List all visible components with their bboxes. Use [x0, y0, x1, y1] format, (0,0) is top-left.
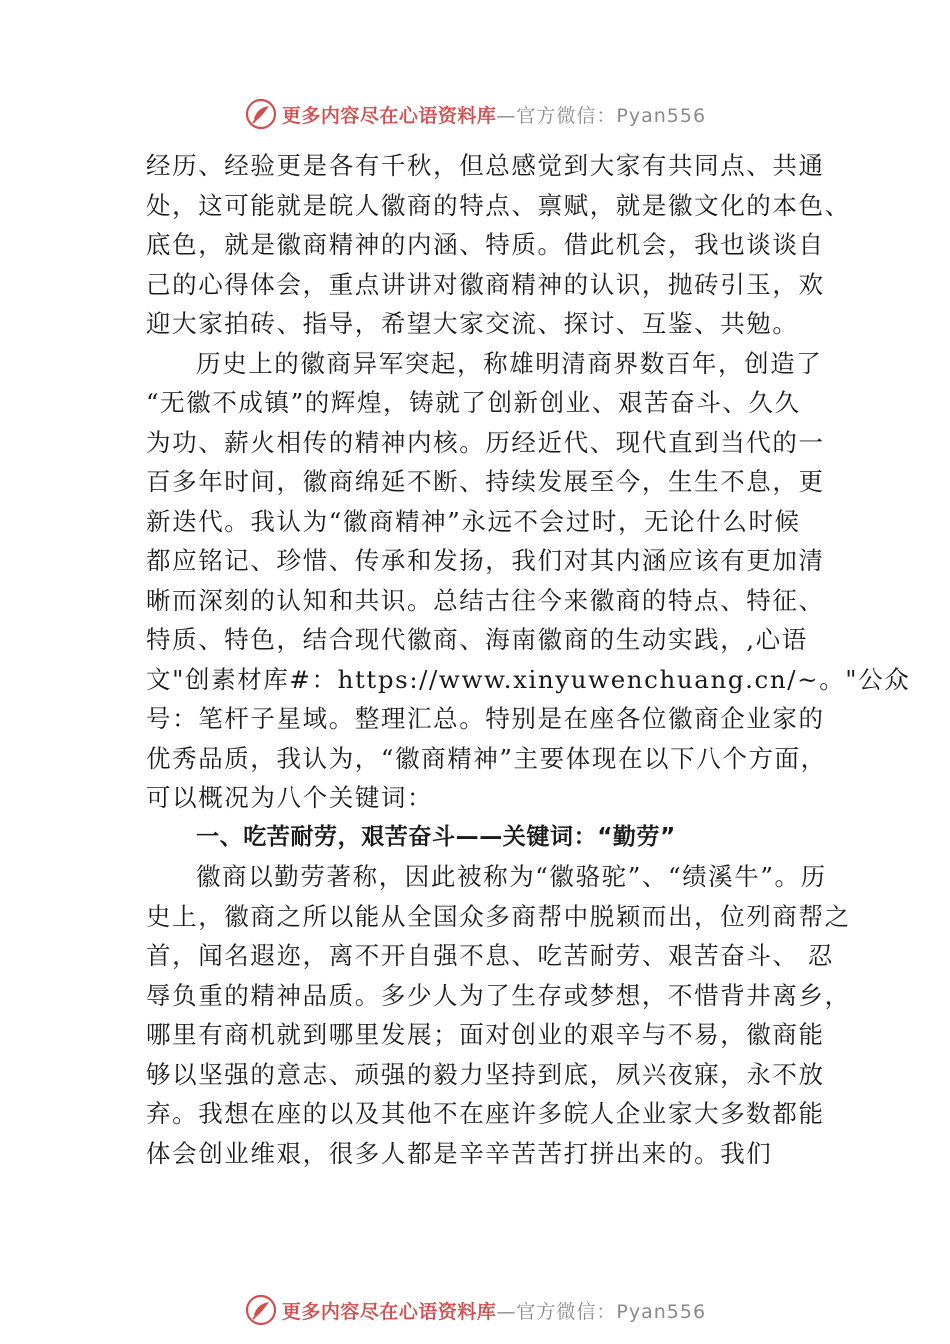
text-line: 晰而深刻的认知和共识。总结古往今来徽商的特点、特征、 — [146, 585, 825, 615]
text-line: 优秀品质，我认为，“徽商精神”主要体现在以下八个方面， — [146, 743, 827, 773]
text-line: 史上，徽商之所以能从全国众多商帮中脱颖而出，位列商帮之 — [146, 901, 851, 931]
text-line: 百多年时间，徽商绵延不断、持续发展至今，生生不息，更 — [146, 467, 825, 496]
text-line: 经历、经验更是各有千秋，但总感觉到大家有共同点、共通 — [146, 151, 825, 180]
text-line: 历史上的徽商异军突起，称雄明清商界数百年，创造了 — [196, 348, 823, 378]
banner-brand-text: 更多内容尽在心语资料库 — [281, 1300, 497, 1323]
text-line: 特质、特色，结合现代徽商、海南徽商的生动实践，,心语 — [146, 625, 808, 654]
banner-brand-text: 更多内容尽在心语资料库 — [281, 104, 497, 127]
text-line: 文"创素材库#：https://www.xinyuwenchuang.cn/~。"公众 — [146, 664, 911, 694]
text-line: “无徽不成镇”的辉煌，铸就了创新创业、艰苦奋斗、久久 — [146, 388, 801, 417]
text-line: 为功、薪火相传的精神内核。历经近代、现代直到当代的一 — [146, 427, 825, 457]
text-line: 都应铭记、珍惜、传承和发扬，我们对其内涵应该有更加清 — [146, 546, 825, 575]
text-line: 弃。我想在座的以及其他不在座许多皖人企业家大多数都能 — [146, 1099, 825, 1128]
text-line: 己的心得体会，重点讲讲对徽商精神的认识，抛砖引玉，欢 — [146, 269, 825, 299]
document-body — [146, 146, 911, 1173]
text-line: 底色，就是徽商精神的内涵、特质。借此机会，我也谈谈自 — [146, 230, 825, 259]
text-line: 徽商以勤劳著称，因此被称为“徽骆驼”、“绩溪牛”。历 — [196, 862, 827, 891]
header-banner — [0, 94, 950, 134]
footer-banner — [0, 1290, 950, 1330]
text-line: 首，闻名遐迩，离不开自强不息、吃苦耐劳、艰苦奋斗、 忍 — [146, 941, 834, 970]
banner-official-text: —官方微信：Pyan556 — [496, 1300, 707, 1323]
text-line: 够以坚强的意志、顽强的毅力坚持到底，夙兴夜寐，永不放 — [146, 1059, 825, 1089]
text-line: 可以概况为八个关键词： — [146, 783, 434, 812]
text-line: 处，这可能就是皖人徽商的特点、禀赋，就是徽文化的本色、 — [146, 190, 851, 220]
brand-logo-icon — [244, 1293, 278, 1327]
text-line: 辱负重的精神品质。多少人为了生存或梦想，不惜背井离乡， — [146, 980, 851, 1010]
text-line: 号：笔杆子星域。整理汇总。特别是在座各位徽商企业家的 — [146, 704, 825, 733]
text-line: 哪里有商机就到哪里发展；面对创业的艰辛与不易，徽商能 — [146, 1020, 825, 1049]
brand-logo-icon — [244, 97, 278, 131]
text-line: 迎大家拍砖、指导，希望大家交流、探讨、互鉴、共勉。 — [146, 309, 799, 338]
text-line: 新迭代。我认为“徽商精神”永远不会过时，无论什么时候 — [146, 506, 801, 536]
banner-official-text: —官方微信：Pyan556 — [496, 104, 707, 127]
text-line: 体会创业维艰，很多人都是辛辛苦苦打拼出来的。我们 — [146, 1138, 773, 1168]
section-heading: 一、吃苦耐劳，艰苦奋斗——关键词：“勤劳” — [196, 823, 676, 850]
